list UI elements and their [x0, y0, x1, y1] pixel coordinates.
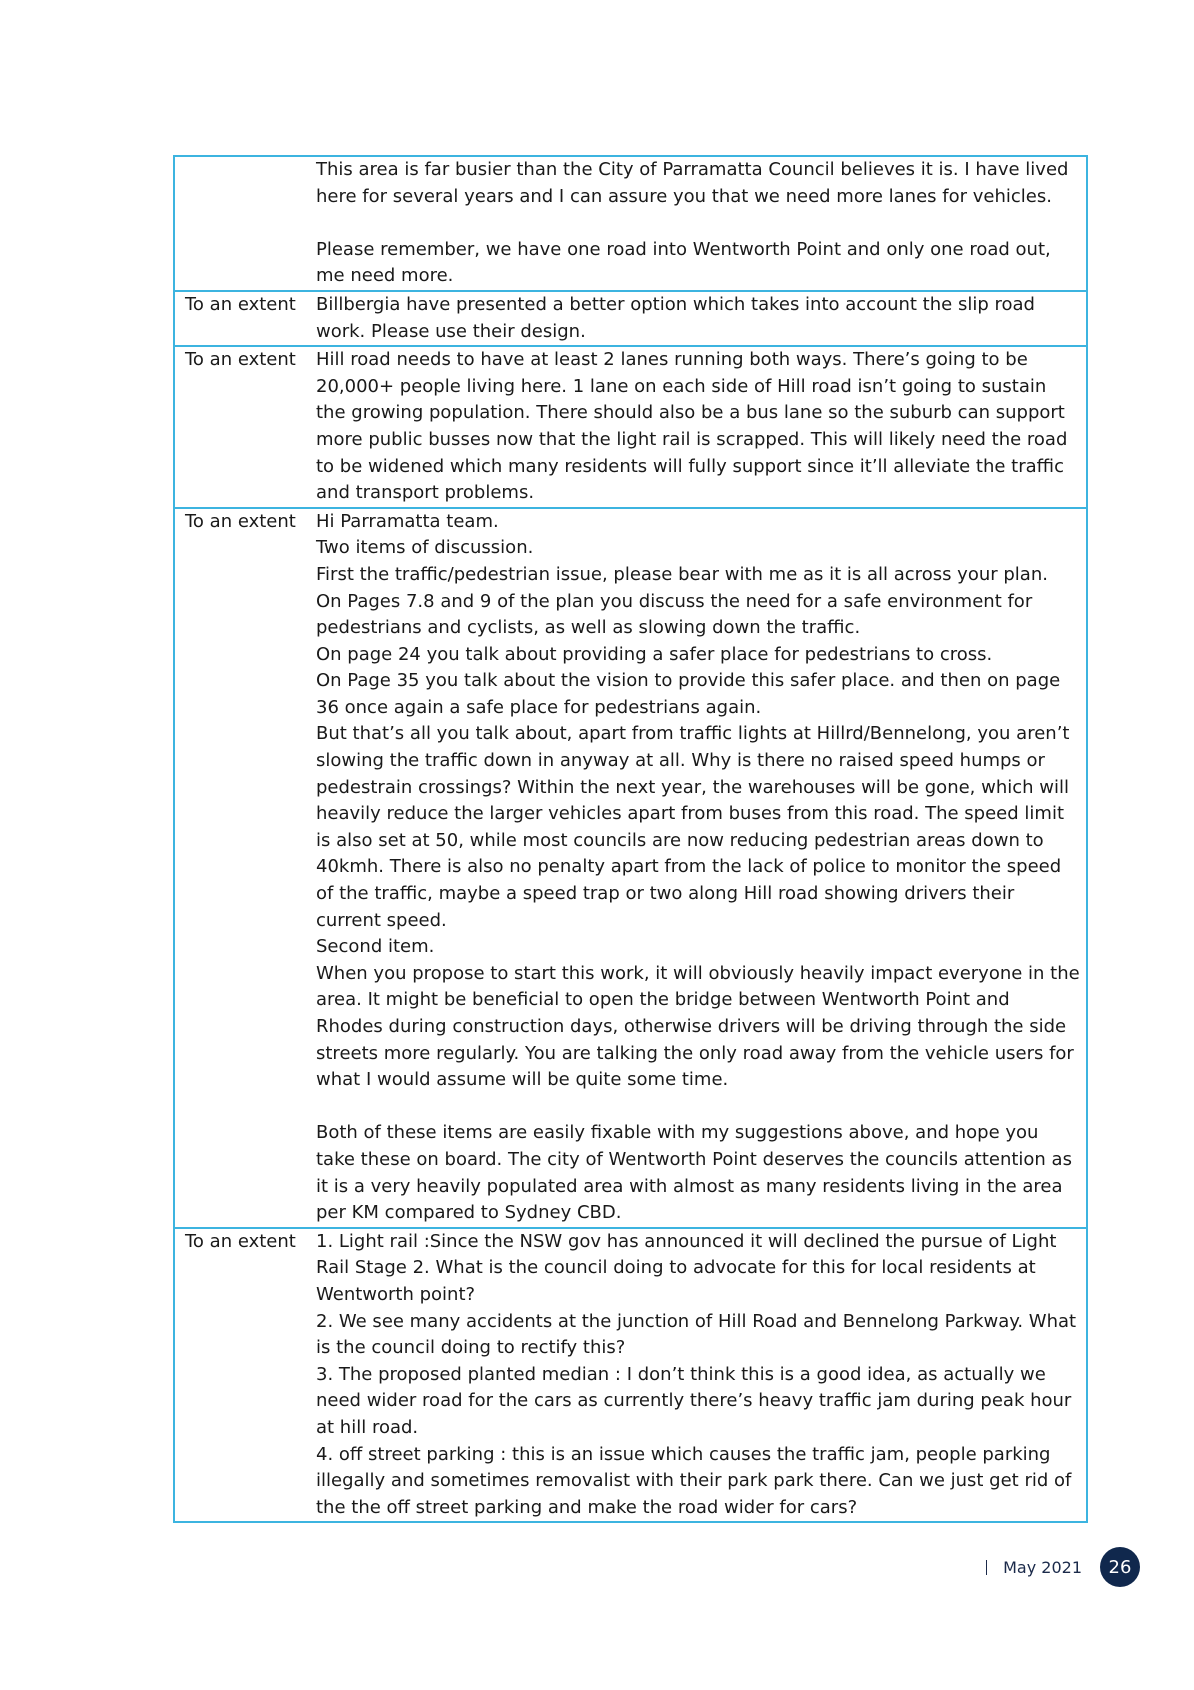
comment-paragraph: 2. We see many accidents at the junction of Hill Road and Bennelong Parkway. What is the council doing to rectify this?: [316, 1310, 1077, 1359]
comment-cell: [312, 1228, 1087, 1523]
comment-paragraph: Hi Parramatta team.: [316, 510, 499, 532]
footer-separator: [986, 1560, 988, 1575]
comment-paragraph: 1. Light rail :Since the NSW gov has announced it will declined the pursue of Light Rail Stage 2. What is the council doing to advocate for this for local residents at Wentworth point?: [316, 1230, 1057, 1305]
comment-paragraph: Please remember, we have one road into Wentworth Point and only one road out, me need more.: [316, 238, 1051, 287]
comment-paragraph: First the traffic/pedestrian issue, please bear with me as it is all across your plan.: [316, 563, 1048, 585]
comment-paragraph: On Pages 7.8 and 9 of the plan you discuss the need for a safe environment for pedestrians and cyclists, as well as slowing down the traffic.: [316, 590, 1033, 639]
comment-paragraph: On page 24 you talk about providing a safer place for pedestrians to cross.: [316, 643, 993, 665]
comment-cell: [312, 291, 1087, 346]
comment-paragraph: Hill road needs to have at least 2 lanes running both ways. There’s going to be 20,000+ people living here. 1 lane on each side of Hill road isn’t going to sustain the growing population. There should also be a bus lane so the suburb can support more public busses now that the light rail is scrapped. This will likely need the road to be widened which many residents will fully support since it’ll alleviate the traffic and transport problems.: [316, 349, 1068, 504]
rating-cell: To an extent: [174, 291, 312, 346]
table-row: [174, 291, 1087, 346]
comment-paragraph: Second item.: [316, 936, 435, 958]
comment-paragraph: This area is far busier than the City of Parramatta Council believes it is. I have lived here for several years and I can assure you that we need more lanes for vehicles.: [316, 159, 1069, 207]
comment-cell: [312, 346, 1087, 508]
page-footer: [986, 1547, 1140, 1587]
table-row: [174, 156, 1087, 291]
table-row: [174, 508, 1087, 1228]
comment-paragraph: 3. The proposed planted median : I don’t think this is a good idea, as actually we need wider road for the cars as currently there’s heavy traffic jam during peak hour at hill road.: [316, 1363, 1072, 1438]
rating-cell: To an extent: [174, 508, 312, 1228]
comment-paragraph: Billbergia have presented a better option which takes into account the slip road work. Please use their design.: [316, 293, 1035, 342]
table-row: [174, 346, 1087, 508]
paragraph-spacer: [316, 1094, 1080, 1121]
comment-paragraph: On Page 35 you talk about the vision to provide this safer place. and then on page 36 once again a safe place for pedestrians again.: [316, 670, 1061, 718]
comment-paragraph: 4. off street parking : this is an issue which causes the traffic jam, people parking illegally and sometimes removalist with their park park there. Can we just get rid of the the off street parking and make the road wider for cars?: [316, 1443, 1072, 1518]
comment-paragraph: Both of these items are easily fixable with my suggestions above, and hope you take these on board. The city of Wentworth Point deserves the councils attention as it is a very heavily populated area with almost as many residents living in the area per KM compared to Sydney CBD.: [316, 1122, 1072, 1224]
feedback-table-body: [174, 156, 1087, 1522]
rating-cell: [174, 156, 312, 291]
comment-cell: [312, 508, 1087, 1228]
footer-date: May 2021: [1003, 1557, 1082, 1577]
table-row: [174, 1228, 1087, 1523]
comment-paragraph: But that’s all you talk about, apart from traffic lights at Hillrd/Bennelong, you aren’t slowing the traffic down in anyway at all. Why is there no raised speed humps or pedestrain crossings? Within the next year, the warehouses will be gone, which will heavily reduce the larger vehicles apart from buses from this road. The speed limit is also set at 50, while most councils are now reducing pedestrian areas down to 40kmh. There is also no penalty apart from the lack of police to monitor the speed of the traffic, maybe a speed trap or two along Hill road showing drivers their current speed.: [316, 723, 1070, 931]
comment-paragraph: When you propose to start this work, it will obviously heavily impact everyone in the area. It might be beneficial to open the bridge between Wentworth Point and Rhodes during construction days, otherwise drivers will be driving through the side streets more regularly. You are talking the only road away from the vehicle users for what I would assume will be quite some time.: [316, 962, 1080, 1091]
comment-paragraph: Two items of discussion.: [316, 537, 534, 559]
feedback-table: [173, 155, 1088, 1523]
comment-cell: [312, 156, 1087, 291]
rating-cell: To an extent: [174, 1228, 312, 1523]
page-number-badge: 26: [1100, 1547, 1140, 1587]
rating-cell: To an extent: [174, 346, 312, 508]
paragraph-spacer: [316, 210, 1080, 237]
